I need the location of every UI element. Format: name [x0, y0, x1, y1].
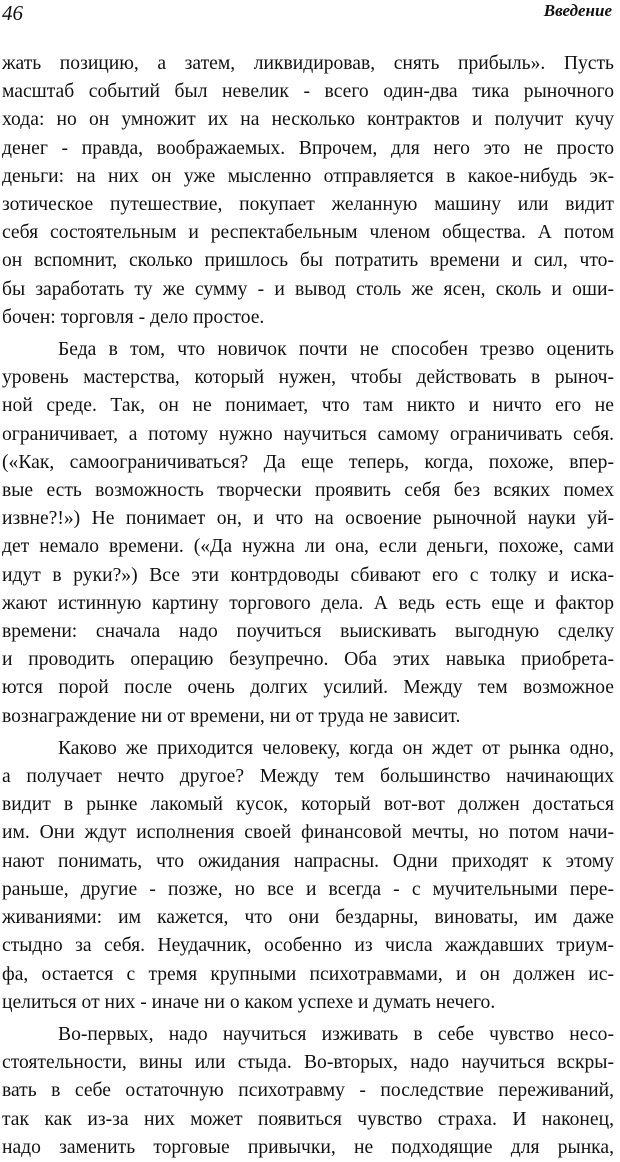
text-line: деньги: на них он уже мысленно отправляется в какое-нибудь эк-: [2, 165, 614, 187]
text-line: вать в себе остаточную психотравму - последствие переживаний,: [2, 1080, 614, 1102]
text-line: идут в руки?») Все эти контрдоводы сбивают его с толку и иска-: [2, 564, 614, 586]
text-line: живаниями: им кажется, что они бездарны, виноваты, им даже: [2, 907, 614, 929]
text-line: Каково же приходится человеку, когда он ждет от рынка одно,: [58, 737, 614, 759]
text-line: бы заработать ту же сумму - и вывод столь же ясен, сколь и оши-: [2, 278, 614, 300]
text-line: он вспомнит, сколько пришлось бы потратить времени и сил, что-: [2, 250, 614, 272]
section-title: Введение: [543, 1, 612, 20]
text-line: («Как, самоограничиваться? Да еще теперь, когда, похоже, впер-: [2, 451, 614, 473]
text-line: видит в рынке лакомый кусок, который вот-вот должен достаться: [2, 794, 614, 816]
paragraph: [2, 50, 614, 332]
text-line: Беда в том, что новичок почти не способен трезво оценить: [58, 339, 614, 361]
text-line: Во-первых, надо научиться изживать в себе чувство несо-: [58, 1023, 614, 1045]
paragraph: [2, 336, 614, 731]
text-line: целиться от них - иначе ни о каком успехе и думать нечего.: [2, 991, 496, 1013]
text-line: им. Они ждут исполнения своей финансовой мечты, но потом начи-: [2, 822, 614, 844]
text-line: нают понимать, что ожидания напрасны. Одни приходят к этому: [2, 850, 614, 872]
running-head: [0, 0, 620, 28]
text-line: ограничивает, а потому нужно научиться самому ограничивать себя.: [2, 423, 614, 445]
text-line: фа, остается с тремя крупными психотравмами, и он должен ис-: [2, 963, 614, 985]
text-line: раньше, другие - позже, но все и всегда - с мучительными пере-: [2, 878, 614, 900]
paragraph: [2, 1021, 614, 1162]
text-line: уровень мастерства, который нужен, чтобы действовать в рыноч-: [2, 367, 614, 389]
text-line: денег - правда, воображаемых. Впрочем, для него это не просто: [2, 137, 614, 159]
text-line: вознаграждение ни от времени, ни от труда не зависит.: [2, 705, 461, 727]
text-line: извне?!») Не понимает он, и что на освоение рыночной науки уй-: [2, 508, 614, 530]
text-line: ются порой после очень долгих усилий. Между тем возможное: [2, 677, 614, 699]
text-line: надо заменить торговые привычки, не подходящие для рынка,: [2, 1136, 614, 1158]
text-line: и проводить операцию безупречно. Оба этих навыка приобрета-: [2, 649, 614, 671]
text-line: времени: сначала надо поучиться выискивать выгодную сделку: [2, 621, 614, 643]
text-line: жают истинную картину торгового дела. А ведь есть еще и фактор: [2, 592, 614, 614]
body-text: [2, 50, 614, 1162]
page-number: 46: [2, 1, 23, 25]
text-line: дет немало времени. («Да нужна ли она, если деньги, похоже, сами: [2, 536, 614, 558]
text-line: вые есть возможность творчески проявить себя без всяких помех: [2, 480, 614, 502]
text-line: жать позицию, а затем, ликвидировав, снять прибыль». Пусть: [2, 53, 614, 74]
text-line: хода: но он умножит их на несколько контрактов и получит кучу: [2, 109, 614, 131]
text-line: а получает нечто другое? Между тем большинство начинающих: [2, 766, 614, 788]
text-line: бочен: торговля - дело простое.: [2, 306, 265, 328]
text-line: стыдно за себя. Неудачник, особенно из числа жаждавших триум-: [2, 935, 614, 957]
text-line: зотическое путешествие, покупает желанную машину или видит: [2, 194, 614, 216]
text-line: ной среде. Так, он не понимает, что там никто и ничто его не: [2, 395, 614, 417]
text-line: себя состоятельным и респектабельным членом общества. А потом: [2, 222, 614, 244]
paragraph: [2, 735, 614, 1017]
text-line: стоятельности, вины или стыда. Во-вторых, надо научиться вскры-: [2, 1052, 614, 1074]
text-line: так как из-за них может появиться чувство страха. И наконец,: [2, 1108, 614, 1130]
text-line: масштаб событий был невелик - всего один-два тика рыночного: [2, 81, 614, 103]
